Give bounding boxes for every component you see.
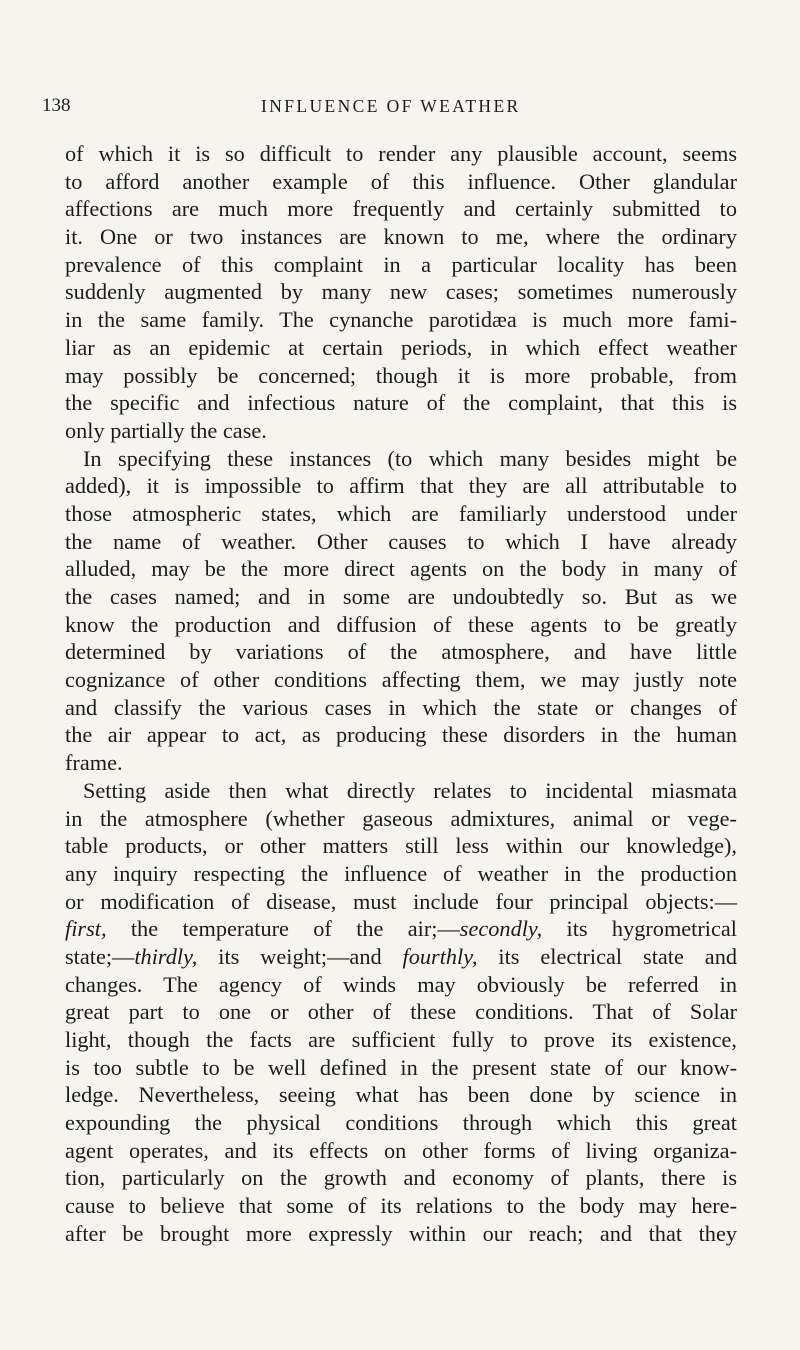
text-line: any inquiry respecting the influence of weather in the production xyxy=(65,860,737,886)
text-line: added), it is impossible to affirm that they are all attributable to xyxy=(65,473,737,499)
text-line: affections are much more frequently and certainly submitted to xyxy=(65,196,737,222)
text-line: alluded, may be the more direct agents on the body in many of xyxy=(65,556,737,582)
text-line: those atmospheric states, which are familiarly understood under xyxy=(65,500,737,526)
text-line: frame. xyxy=(65,750,123,776)
text-line: light, though the facts are sufficient fully to prove its existence, xyxy=(65,1027,737,1052)
text-line: suddenly augmented by many new cases; sometimes numerously xyxy=(65,279,737,305)
text-line: of which it is so difficult to render any plausible account, seems xyxy=(65,141,737,166)
text-line: ledge. Nevertheless, seeing what has been done by science in xyxy=(65,1082,737,1108)
text-line: is too subtle to be well defined in the present state of our know- xyxy=(65,1054,737,1080)
text-line: it. One or two instances are known to me, where the ordinary xyxy=(65,224,737,250)
text-line: to afford another example of this influence. Other glandular xyxy=(65,168,737,194)
page-number: 138 xyxy=(42,95,71,116)
page-header xyxy=(42,94,734,118)
text-line: cognizance of other conditions affecting them, we may justly note xyxy=(65,667,737,693)
text-line: and classify the various cases in which the state or changes of xyxy=(65,694,737,720)
text-line: in the atmosphere (whether gaseous admixtures, animal or vege- xyxy=(65,805,737,831)
emphasis-fourthly: fourthly, xyxy=(402,943,478,969)
text-line: tion, particularly on the growth and economy of plants, there is xyxy=(65,1165,737,1191)
text-line: agent operates, and its effects on other forms of living organiza- xyxy=(65,1137,737,1163)
text-line: the air appear to act, as producing these disorders in the human xyxy=(65,722,737,748)
emphasis-thirdly: thirdly, xyxy=(134,943,198,969)
text-line: liar as an epidemic at certain periods, in which effect weather xyxy=(65,334,737,360)
text-line: the specific and infectious nature of the complaint, that this is xyxy=(65,390,737,416)
body-text xyxy=(65,140,737,1248)
text-line: the cases named; and in some are undoubtedly so. But as we xyxy=(65,584,737,609)
emphasis-secondly: secondly, xyxy=(459,916,543,942)
text-line: only partially the case. xyxy=(65,417,267,443)
running-head: INFLUENCE OF WEATHER xyxy=(261,96,521,116)
text-line: in the same family. The cynanche parotidæa is much more fami- xyxy=(65,307,737,333)
text-line: after be brought more expressly within our reach; and that they xyxy=(65,1220,737,1246)
text-line: determined by variations of the atmosphere, and have little xyxy=(65,639,737,665)
line-segment: its hygrometrical xyxy=(542,916,737,942)
text-line: expounding the physical conditions through which this great xyxy=(65,1110,737,1136)
text-line: know the production and diffusion of these agents to be greatly xyxy=(65,611,737,637)
text-line: table products, or other matters still less within our knowledge), xyxy=(65,833,737,859)
line-segment: state;— xyxy=(65,943,135,969)
text-line: changes. The agency of winds may obviously be referred in xyxy=(65,971,737,997)
text-line: great part to one or other of these conditions. That of Solar xyxy=(65,999,737,1025)
text-line: In specifying these instances (to which many besides might be xyxy=(83,445,737,471)
emphasis-first: first, xyxy=(65,916,107,942)
text-line xyxy=(65,943,737,971)
text-line: Setting aside then what directly relates to incidental miasmata xyxy=(83,777,737,803)
text-line: or modification of disease, must include four principal objects:— xyxy=(65,888,737,914)
line-segment: its electrical state and xyxy=(477,943,737,969)
text-line: may possibly be concerned; though it is more probable, from xyxy=(65,362,737,388)
text-line: cause to believe that some of its relations to the body may here- xyxy=(65,1193,737,1219)
text-line: the name of weather. Other causes to which I have already xyxy=(65,528,737,554)
text-line: prevalence of this complaint in a particular locality has been xyxy=(65,251,737,277)
text-line xyxy=(65,915,737,943)
line-segment: its weight;—and xyxy=(197,943,403,969)
line-segment: the temperature of the air;— xyxy=(106,916,460,942)
